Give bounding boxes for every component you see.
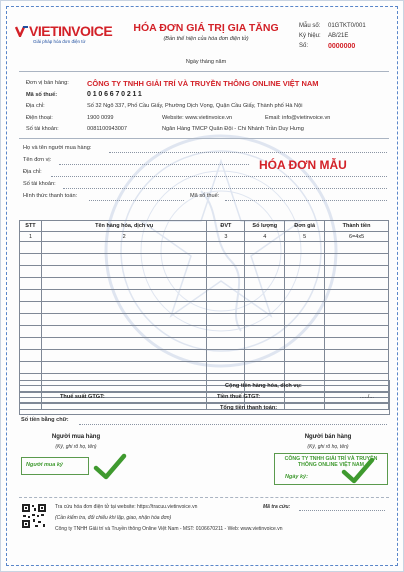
table-row [20, 362, 389, 374]
seller-sign-company: CÔNG TY TNHH GIẢI TRÍ VÀ TRUYỀN THÔNG ONLINE VIỆT NAM [284, 456, 378, 468]
seller-address: Số 32 Ngõ 337, Phố Cầu Giấy, Phường Dịch Vọng, Quận Cầu Giấy, Thành phố Hà Nội [87, 103, 303, 109]
table-cell [285, 362, 325, 374]
table-row [20, 242, 389, 254]
footer-lookup: Tra cứu hóa đơn điện tử tại website: https://tracuu.vietinvoice.vn [55, 504, 198, 510]
seller-bank: Ngân Hàng TMCP Quân Đội - Chi Nhánh Trần Duy Hưng [162, 126, 304, 132]
table-cell [41, 278, 206, 290]
buyer-address-line [51, 176, 387, 177]
logo-tagline: Giải pháp hóa đơn điện tử [33, 39, 86, 44]
table-cell [41, 350, 206, 362]
seller-account: 0081100943007 [87, 126, 128, 132]
table-cell [207, 266, 245, 278]
amount-in-words-line [79, 424, 387, 425]
table-cell [325, 350, 389, 362]
table-cell [245, 302, 285, 314]
table-cell [285, 266, 325, 278]
seller-name: CÔNG TY TNHH GIẢI TRÍ VÀ TRUYỀN THÔNG ONLINE VIỆT NAM [87, 79, 319, 88]
table-index-row [20, 232, 389, 242]
footer-lookup-code-line [299, 510, 385, 511]
form-label: Mẫu số: [299, 23, 321, 29]
buyer-payment-line [89, 200, 184, 201]
buyer-unit-label: Tên đơn vị: [23, 157, 52, 163]
table-cell [285, 338, 325, 350]
table-cell [245, 266, 285, 278]
col-header-name: Tên hàng hóa, dịch vụ [41, 221, 206, 232]
table-cell [20, 362, 42, 374]
table-cell [325, 242, 389, 254]
buyer-sign-text: Người mua ký [26, 462, 63, 468]
table-row [20, 350, 389, 362]
table-cell [20, 338, 42, 350]
table-cell [20, 350, 42, 362]
table-cell [325, 254, 389, 266]
table-cell [285, 326, 325, 338]
seller-phone-label: Điện thoại: [26, 115, 53, 121]
buyer-signature-hint: (Ký, ghi rõ họ, tên) [55, 444, 97, 450]
vietinvoice-logo [15, 23, 112, 44]
footer-provider: Công ty TNHH Giải trí và Truyền thông Online Việt Nam - MST: 0106670211 - Web: www.vietinvoice.vn [55, 526, 283, 532]
table-cell [207, 326, 245, 338]
footer-divider [19, 497, 389, 498]
table-header-row [20, 221, 389, 232]
table-cell [285, 350, 325, 362]
table-cell: 2 [41, 232, 206, 242]
table-cell [20, 266, 42, 278]
table-row [20, 278, 389, 290]
seller-phone: 1900 0099 [87, 115, 114, 121]
seller-sign-date-label: Ngày ký: [285, 474, 308, 480]
qr-code-icon [21, 503, 47, 529]
divider [19, 138, 389, 139]
buyer-sign-stamp [21, 457, 89, 475]
table-cell [245, 314, 285, 326]
table-cell [245, 350, 285, 362]
table-cell [285, 242, 325, 254]
table-cell [41, 254, 206, 266]
buyer-signature-title: Người mua hàng [51, 434, 101, 440]
table-cell [245, 242, 285, 254]
table-row [20, 290, 389, 302]
table-cell [207, 290, 245, 302]
table-cell [285, 290, 325, 302]
col-header-price: Đơn giá [285, 221, 325, 232]
table-cell [245, 254, 285, 266]
table-cell [245, 278, 285, 290]
buyer-check-icon [93, 453, 127, 481]
symbol-value: AB/21E [328, 33, 349, 39]
table-cell: 6=4x5 [325, 232, 389, 242]
table-cell [41, 290, 206, 302]
seller-address-label: Địa chỉ: [26, 103, 45, 109]
table-row [20, 314, 389, 326]
number-value: 0000000 [328, 43, 356, 50]
table-cell [325, 326, 389, 338]
amount-in-words-label: Số tiền bằng chữ: [21, 417, 69, 423]
table-cell [20, 314, 42, 326]
table-cell [325, 290, 389, 302]
col-header-stt: STT [20, 221, 42, 232]
table-cell [325, 278, 389, 290]
table-cell [207, 314, 245, 326]
table-cell [245, 326, 285, 338]
table-cell [285, 278, 325, 290]
table-cell: 3 [207, 232, 245, 242]
table-cell [20, 278, 42, 290]
logo-text: VIETINVOICE [29, 23, 113, 39]
table-cell [41, 314, 206, 326]
table-cell [20, 242, 42, 254]
invoice-date-line: Ngày tháng năm [185, 59, 227, 65]
table-cell [20, 302, 42, 314]
sample-invoice-stamp: HÓA ĐƠN MẪU [259, 158, 347, 172]
col-header-qty: Số lượng [245, 221, 285, 232]
buyer-address-label: Địa chỉ: [23, 169, 42, 175]
form-value: 01GTKT0/001 [328, 23, 366, 29]
seller-check-icon [341, 457, 375, 485]
table-row [20, 302, 389, 314]
col-header-amount: Thành tiền [325, 221, 389, 232]
symbol-label: Ký hiệu: [299, 33, 321, 39]
buyer-account-label: Số tài khoản: [23, 181, 56, 187]
table-cell [325, 314, 389, 326]
table-cell [20, 326, 42, 338]
table-cell [207, 350, 245, 362]
table-cell [41, 266, 206, 278]
table-row [20, 254, 389, 266]
seller-signature-hint: (Ký, ghi rõ họ, tên) [307, 444, 349, 450]
table-cell [285, 254, 325, 266]
table-cell [41, 326, 206, 338]
col-header-unit: ĐVT [207, 221, 245, 232]
table-cell [325, 266, 389, 278]
seller-tax-label: Mã số thuế: [26, 92, 58, 98]
number-label: Số: [299, 43, 309, 49]
logo-mark-icon [15, 25, 29, 37]
table-cell [207, 338, 245, 350]
table-cell [41, 302, 206, 314]
table-cell [325, 302, 389, 314]
table-cell [207, 254, 245, 266]
seller-name-label: Đơn vị bán hàng: [26, 80, 69, 86]
table-cell [207, 362, 245, 374]
footer-check-note: (Cần kiểm tra, đối chiếu khi lập, giao, nhận hóa đơn) [55, 515, 172, 521]
table-row [20, 266, 389, 278]
seller-email: Email: info@vietinvoice.vn [265, 115, 331, 121]
table-cell: 5 [285, 232, 325, 242]
buyer-tax-line [225, 200, 387, 201]
table-cell [41, 242, 206, 254]
table-cell [325, 362, 389, 374]
table-cell [207, 278, 245, 290]
buyer-fullname-label: Họ và tên người mua hàng: [23, 145, 92, 151]
invoice-title: HÓA ĐƠN GIÁ TRỊ GIA TĂNG [133, 22, 279, 34]
table-cell [245, 290, 285, 302]
table-row [20, 326, 389, 338]
table-cell [245, 338, 285, 350]
table-cell: 1 [20, 232, 42, 242]
vat-rate-suffix: ...../... [360, 394, 374, 400]
divider [19, 71, 389, 72]
vat-rate-label: Thuế suất GTGT: [60, 394, 105, 400]
table-cell [20, 254, 42, 266]
seller-website: Website: www.vietinvoice.vn [162, 115, 233, 121]
buyer-account-line [63, 188, 387, 189]
table-cell [41, 338, 206, 350]
table-row [20, 338, 389, 350]
table-cell [41, 362, 206, 374]
seller-tax-value: 0106670211 [87, 91, 144, 98]
total-row [19, 402, 390, 415]
table-cell [245, 362, 285, 374]
table-cell [285, 314, 325, 326]
table-cell: 4 [245, 232, 285, 242]
subtotal-label: Cộng tiền hàng hóa, dịch vụ: [225, 383, 302, 389]
table-cell [20, 290, 42, 302]
buyer-payment-label: Hình thức thanh toán: [23, 193, 78, 199]
footer-lookup-code-label: Mã tra cứu: [263, 504, 291, 510]
table-cell [285, 302, 325, 314]
seller-account-label: Số tài khoản: [26, 126, 59, 132]
table-cell [207, 242, 245, 254]
buyer-fullname-line [109, 152, 387, 153]
buyer-unit-line [59, 164, 249, 165]
table-cell [325, 338, 389, 350]
seller-signature-title: Người bán hàng [304, 434, 352, 440]
vat-amount-label: Tiền thuế GTGT: [217, 394, 261, 400]
table-cell [207, 302, 245, 314]
buyer-tax-label: Mã số thuế: [190, 193, 220, 199]
invoice-subtitle: (Bản thể hiện của hóa đơn điện tử) [163, 36, 249, 42]
total-label: Tổng tiền thanh toán: [220, 405, 278, 411]
